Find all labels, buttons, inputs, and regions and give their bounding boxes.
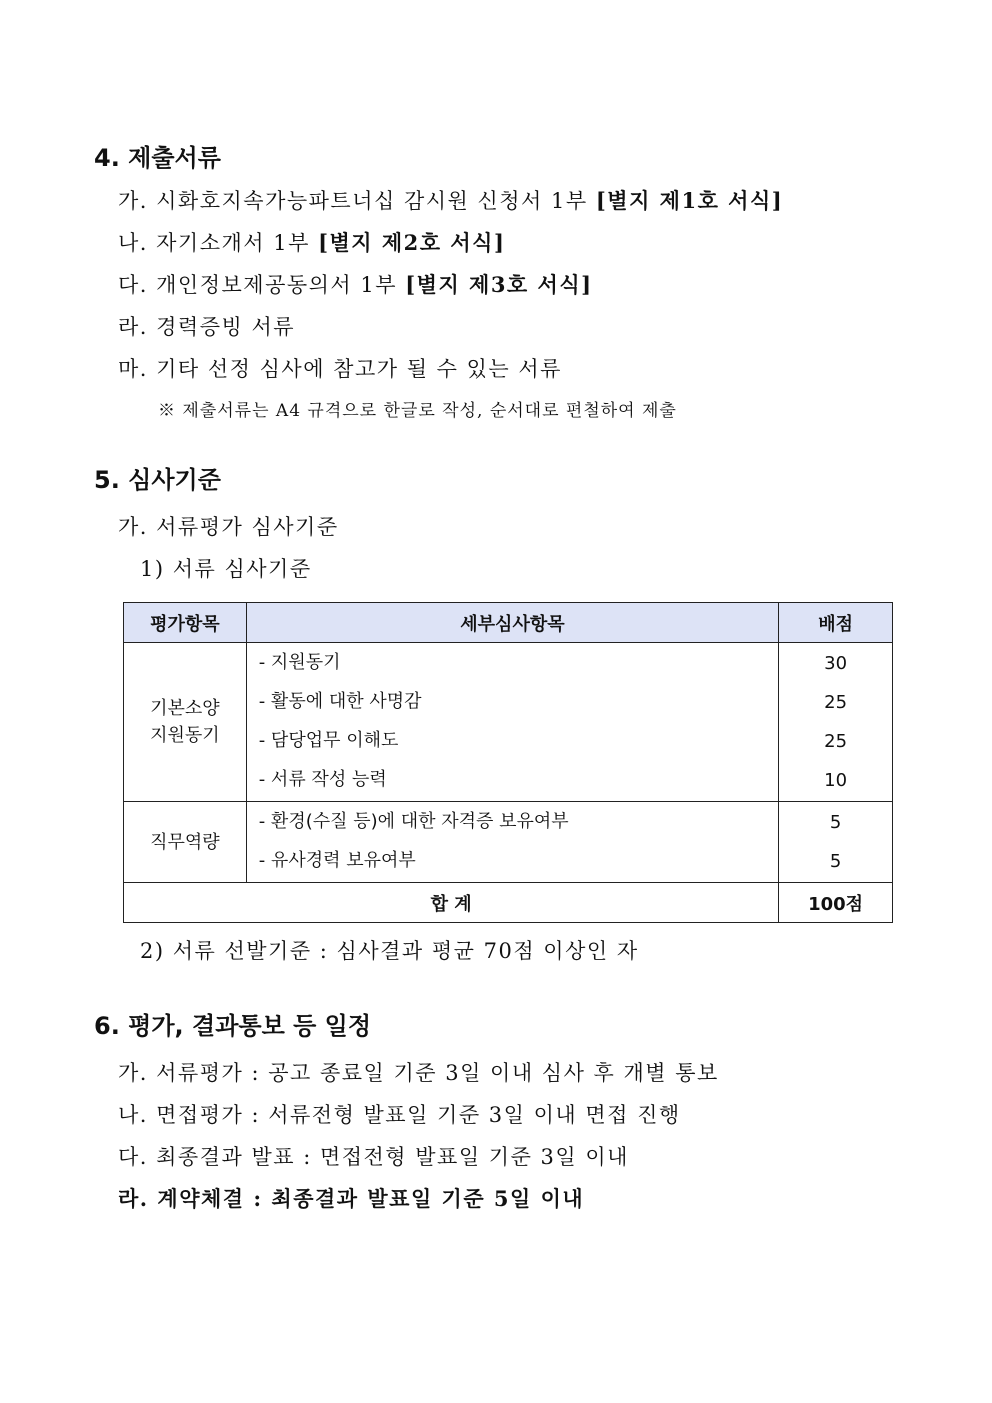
item-text: 나. 자기소개서 1부: [118, 231, 319, 255]
section-6-title: 6. 평가, 결과통보 등 일정: [94, 1012, 372, 1040]
score-value: 25: [824, 692, 848, 713]
section-6-item-b: 나. 면접평가 : 서류전형 발표일 기준 3일 이내 면접 진행: [118, 1103, 681, 1127]
section-4-item-a: [118, 185, 783, 215]
item-text: 마. 기타 선정 심사에 참고가 될 수 있는 서류: [118, 357, 562, 381]
section-4-item-b: [118, 227, 505, 257]
form-reference: [별지 제1호 서식]: [595, 188, 784, 213]
section-5-sub-2: 2) 서류 선발기준 : 심사결과 평균 70점 이상인 자: [140, 939, 639, 963]
section-6-item-c: 다. 최종결과 발표 : 면접전형 발표일 기준 3일 이내: [118, 1145, 629, 1169]
score-value: 10: [824, 770, 848, 791]
category-cell: [124, 802, 247, 883]
section-5-sub-a: 가. 서류평가 심사기준: [118, 515, 339, 539]
detail-item: - 서류 작성 능력: [258, 769, 387, 790]
form-reference: [별지 제2호 서식]: [318, 230, 506, 255]
score-value: 25: [824, 731, 848, 752]
detail-item: - 환경(수질 등)에 대한 자격증 보유여부: [258, 811, 569, 832]
score-cell: [779, 802, 893, 883]
header-score: 배점: [779, 603, 893, 643]
score-cell: [779, 643, 893, 802]
section-4-title: 4. 제출서류: [94, 144, 221, 172]
table-group-basic: [124, 643, 893, 802]
category-label: 기본소양: [150, 698, 220, 719]
detail-item: - 유사경력 보유여부: [258, 850, 416, 871]
detail-item: - 지원동기: [258, 652, 341, 673]
category-cell: [124, 643, 247, 802]
header-detail: 세부심사항목: [246, 603, 778, 643]
category-label: 직무역량: [150, 831, 220, 853]
score-value: 5: [829, 851, 842, 872]
total-value: 100점: [779, 883, 893, 923]
detail-item: - 활동에 대한 사명감: [258, 691, 422, 712]
section-5-sub-1: 1) 서류 심사기준: [140, 557, 312, 581]
item-text: 다. 개인정보제공동의서 1부: [118, 273, 406, 297]
item-text: 가. 시화호지속가능파트너십 감시원 신청서 1부: [118, 189, 596, 213]
section-4-item-d: [118, 311, 295, 341]
detail-item: - 담당업무 이해도: [258, 730, 399, 751]
section-6-item-d: 라. 계약체결 : 최종결과 발표일 기준 5일 이내: [118, 1186, 585, 1211]
category-label: 지원동기: [150, 725, 220, 746]
detail-items-cell: [246, 643, 778, 802]
section-4-item-e: [118, 353, 562, 383]
form-reference: [별지 제3호 서식]: [405, 272, 593, 297]
item-text: 라. 경력증빙 서류: [118, 315, 296, 339]
table-group-competency: [124, 802, 893, 883]
detail-items-cell: [246, 802, 778, 883]
score-value: 30: [824, 653, 848, 674]
section-4-item-c: [118, 269, 593, 299]
section-4-note: ※ 제출서류는 A4 규격으로 한글로 작성, 순서대로 편철하여 제출: [158, 401, 677, 421]
table-header-row: [124, 603, 893, 643]
section-5-title: 5. 심사기준: [94, 466, 221, 494]
total-label: 합 계: [124, 883, 779, 923]
header-category: 평가항목: [124, 603, 247, 643]
section-6-item-a: 가. 서류평가 : 공고 종료일 기준 3일 이내 심사 후 개별 통보: [118, 1061, 719, 1085]
table-total-row: [124, 883, 893, 923]
score-value: 5: [829, 812, 842, 833]
evaluation-table: [123, 602, 893, 923]
